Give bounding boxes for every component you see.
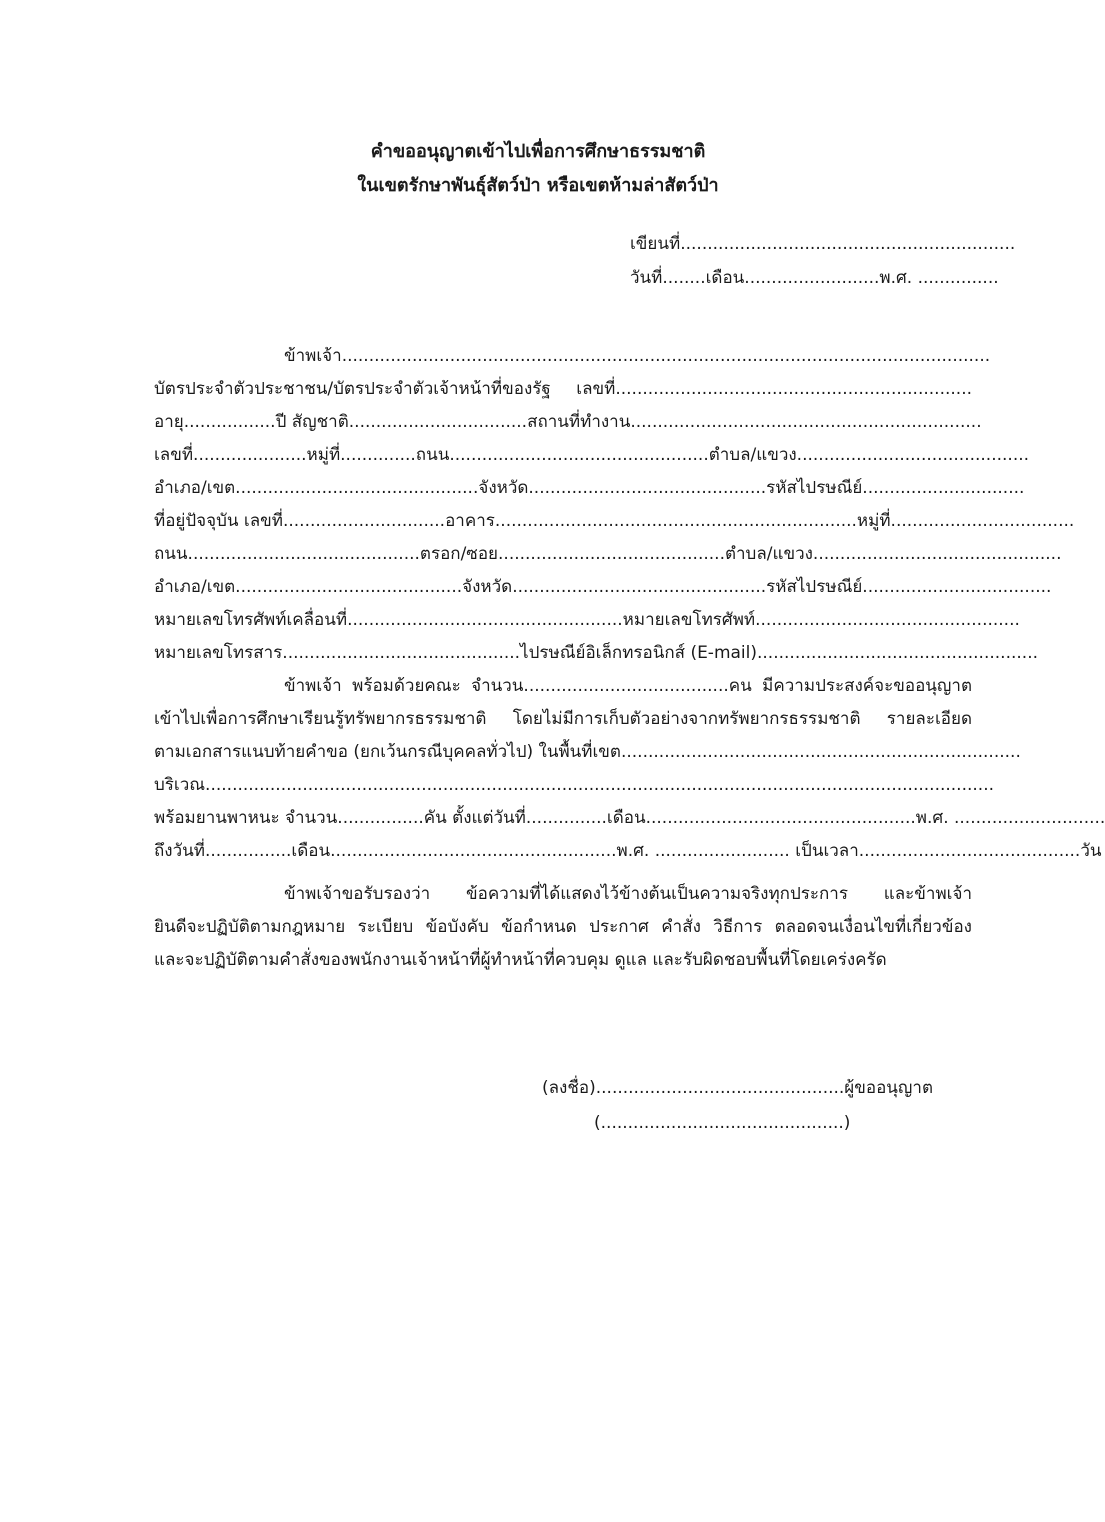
address-district-field[interactable]: อำเภอ/เขต.............................................จังหวัด............................................รหัสไปรษณีย์.............................. xyxy=(154,478,1025,498)
certification-line1: ข้าพเจ้าขอรับรองว่า ข้อความที่ได้แสดงไว้ข้างต้นเป็นความจริงทุกประการ และข้าพเจ้า xyxy=(284,884,972,904)
end-date-duration-field[interactable]: ถึงวันที่................เดือน.....................................................พ.ศ. ......................... เป็นเวลา.........................................วัน xyxy=(154,841,1102,861)
current-district-field[interactable]: อำเภอ/เขต..........................................จังหวัด...............................................รหัสไปรษณีย์................................... xyxy=(154,577,1052,597)
address-number-field[interactable]: เลขที่.....................หมู่ที่..............ถนน................................................ตำบล/แขวง........................................... xyxy=(154,445,1030,465)
age-nationality-workplace-field[interactable]: อายุ.................ปี สัญชาติ.................................สถานที่ทำงาน................................................................. xyxy=(154,412,982,432)
form-title-line1: คำขออนุญาตเข้าไปเพื่อการศึกษาธรรมชาติ xyxy=(370,141,706,162)
current-address-field[interactable]: ที่อยู่ปัจจุบัน เลขที่..............................อาคาร...................................................................หมู่ที่.................................. xyxy=(154,511,1075,531)
certification-line3: และจะปฏิบัติตามคำสั่งของพนักงานเจ้าหน้าที่ผู้ทำหน้าที่ควบคุม ดูแล และรับผิดชอบพื้นที่โดยเคร่งครัด xyxy=(154,950,887,970)
printed-name-field[interactable]: (.............................................) xyxy=(594,1113,851,1133)
id-card-field[interactable]: บัตรประจำตัวประชาชน/บัตรประจำตัวเจ้าหน้าที่ของรัฐ เลขที่.................................................................. xyxy=(154,379,972,399)
phone-field[interactable]: หมายเลขโทรศัพท์เคลื่อนที่...................................................หมายเลขโทรศัพท์................................................. xyxy=(154,610,1020,630)
signature-field[interactable]: (ลงชื่อ)..............................................ผู้ขออนุญาต xyxy=(542,1078,933,1098)
form-title-line2: ในเขตรักษาพันธุ์สัตว์ป่า หรือเขตห้ามล่าสัตว์ป่า xyxy=(357,175,719,196)
purpose-text: เข้าไปเพื่อการศึกษาเรียนรู้ทรัพยากรธรรมชาติ โดยไม่มีการเก็บตัวอย่างจากทรัพยากรธรรมชาติ รายละเอียด xyxy=(154,709,972,729)
vehicle-start-date-field[interactable]: พร้อมยานพาหนะ จำนวน................คัน ตั้งแต่วันที่...............เดือน..................................................พ.ศ. ............................ xyxy=(154,808,1105,828)
location-field[interactable]: บริเวณ.................................................................................................................................................. xyxy=(154,775,995,795)
written-at-field[interactable]: เขียนที่.............................................................. xyxy=(630,234,1016,254)
date-field[interactable]: วันที่........เดือน.........................พ.ศ. ............... xyxy=(630,268,999,288)
applicant-name-field[interactable]: ข้าพเจ้า........................................................................................................................ xyxy=(284,346,991,366)
fax-email-field[interactable]: หมายเลขโทรสาร............................................ไปรษณีย์อิเล็กทรอนิกส์ (E-mail).................................................... xyxy=(154,643,1038,663)
area-field[interactable]: ตามเอกสารแนบท้ายคำขอ (ยกเว้นกรณีบุคคลทั่วไป) ในพื้นที่เขต.......................................................................... xyxy=(154,742,1021,762)
group-size-field[interactable]: ข้าพเจ้า พร้อมด้วยคณะ จำนวน......................................คน มีความประสงค์จะขออนุญาต xyxy=(284,676,972,696)
certification-line2: ยินดีจะปฏิบัติตามกฎหมาย ระเบียบ ข้อบังคับ ข้อกำหนด ประกาศ คำสั่ง วิธีการ ตลอดจนเงื่อนไขที่เกี่ยวข้อง xyxy=(154,917,972,937)
current-road-field[interactable]: ถนน...........................................ตรอก/ซอย..........................................ตำบล/แขวง.............................................. xyxy=(154,544,1062,564)
